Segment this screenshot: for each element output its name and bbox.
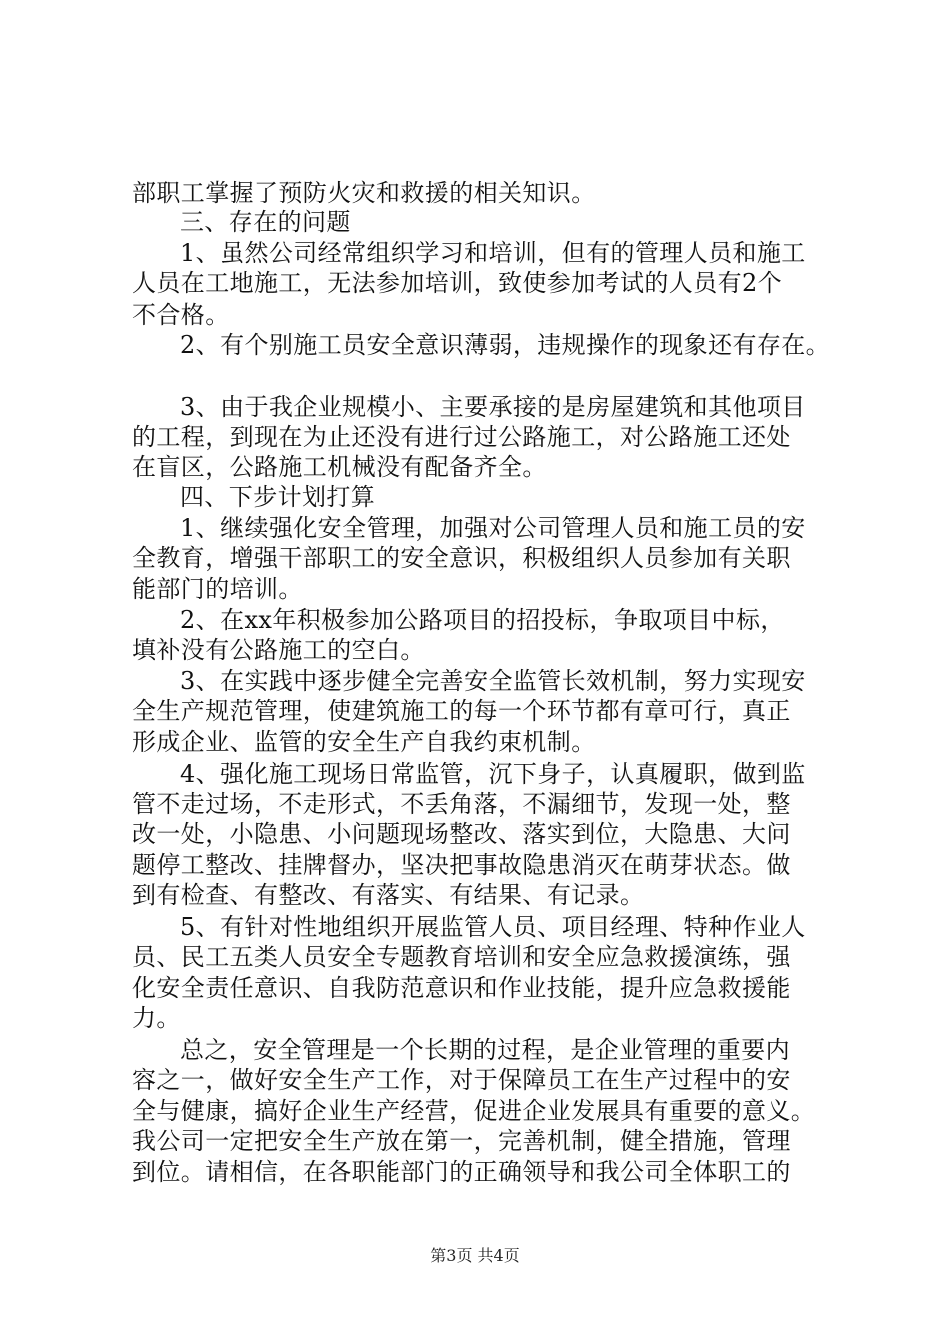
text-line: 5、有针对性地组织开展监管人员、项目经理、特种作业人 xyxy=(180,913,806,941)
text-line: 改一处，小隐患、小问题现场整改、落实到位，大隐患、大问 xyxy=(132,820,791,848)
text-line: 的工程，到现在为止还没有进行过公路施工，对公路施工还处 xyxy=(132,423,791,451)
text-line: 在盲区，公路施工机械没有配备齐全。 xyxy=(132,453,547,481)
text-line: 总之，安全管理是一个长期的过程，是企业管理的重要内 xyxy=(180,1036,790,1064)
text-line: 3、由于我企业规模小、主要承接的是房屋建筑和其他项目 xyxy=(180,393,806,421)
section-heading: 三、存在的问题 xyxy=(180,208,351,236)
text-line: 形成企业、监管的安全生产自我约束机制。 xyxy=(132,728,596,756)
text-line: 填补没有公路施工的空白。 xyxy=(132,636,425,664)
text-line: 不合格。 xyxy=(132,301,230,329)
text-line: 部职工掌握了预防火灾和救援的相关知识。 xyxy=(132,179,596,207)
text-line: 4、强化施工现场日常监管，沉下身子，认真履职，做到监 xyxy=(180,760,806,788)
text-line: 2、有个别施工员安全意识薄弱，违规操作的现象还有存在。 xyxy=(180,331,831,359)
text-line: 人员在工地施工，无法参加培训，致使参加考试的人员有2个 xyxy=(132,269,783,297)
text-line: 全与健康，搞好企业生产经营，促进企业发展具有重要的意义。 xyxy=(132,1097,816,1125)
text-line: 能部门的培训。 xyxy=(132,575,303,603)
text-line: 2、在xx年积极参加公路项目的招投标，争取项目中标， xyxy=(180,606,785,634)
text-line: 全教育，增强干部职工的安全意识，积极组织人员参加有关职 xyxy=(132,544,791,572)
text-line: 题停工整改、挂牌督办，坚决把事故隐患消灭在萌芽状态。做 xyxy=(132,851,791,879)
text-line: 全生产规范管理，使建筑施工的每一个环节都有章可行，真正 xyxy=(132,697,791,725)
text-line: 到位。请相信，在各职能部门的正确领导和我公司全体职工的 xyxy=(132,1158,791,1186)
text-line: 容之一，做好安全生产工作，对于保障员工在生产过程中的安 xyxy=(132,1066,791,1094)
text-line: 我公司一定把安全生产放在第一，完善机制，健全措施，管理 xyxy=(132,1127,791,1155)
text-line: 化安全责任意识、自我防范意识和作业技能，提升应急救援能 xyxy=(132,974,791,1002)
text-line: 1、继续强化安全管理，加强对公司管理人员和施工员的安 xyxy=(180,514,806,542)
text-line: 3、在实践中逐步健全完善安全监管长效机制，努力实现安 xyxy=(180,667,806,695)
text-line: 管不走过场，不走形式，不丢角落，不漏细节，发现一处，整 xyxy=(132,790,791,818)
text-line: 1、虽然公司经常组织学习和培训，但有的管理人员和施工 xyxy=(180,239,806,267)
text-line: 到有检查、有整改、有落实、有结果、有记录。 xyxy=(132,881,645,909)
text-line: 员、民工五类人员安全专题教育培训和安全应急救援演练，强 xyxy=(132,943,791,971)
page-footer: 第3页 共4页 xyxy=(430,1246,520,1265)
section-heading: 四、下步计划打算 xyxy=(180,483,376,511)
text-line: 力。 xyxy=(132,1004,181,1032)
